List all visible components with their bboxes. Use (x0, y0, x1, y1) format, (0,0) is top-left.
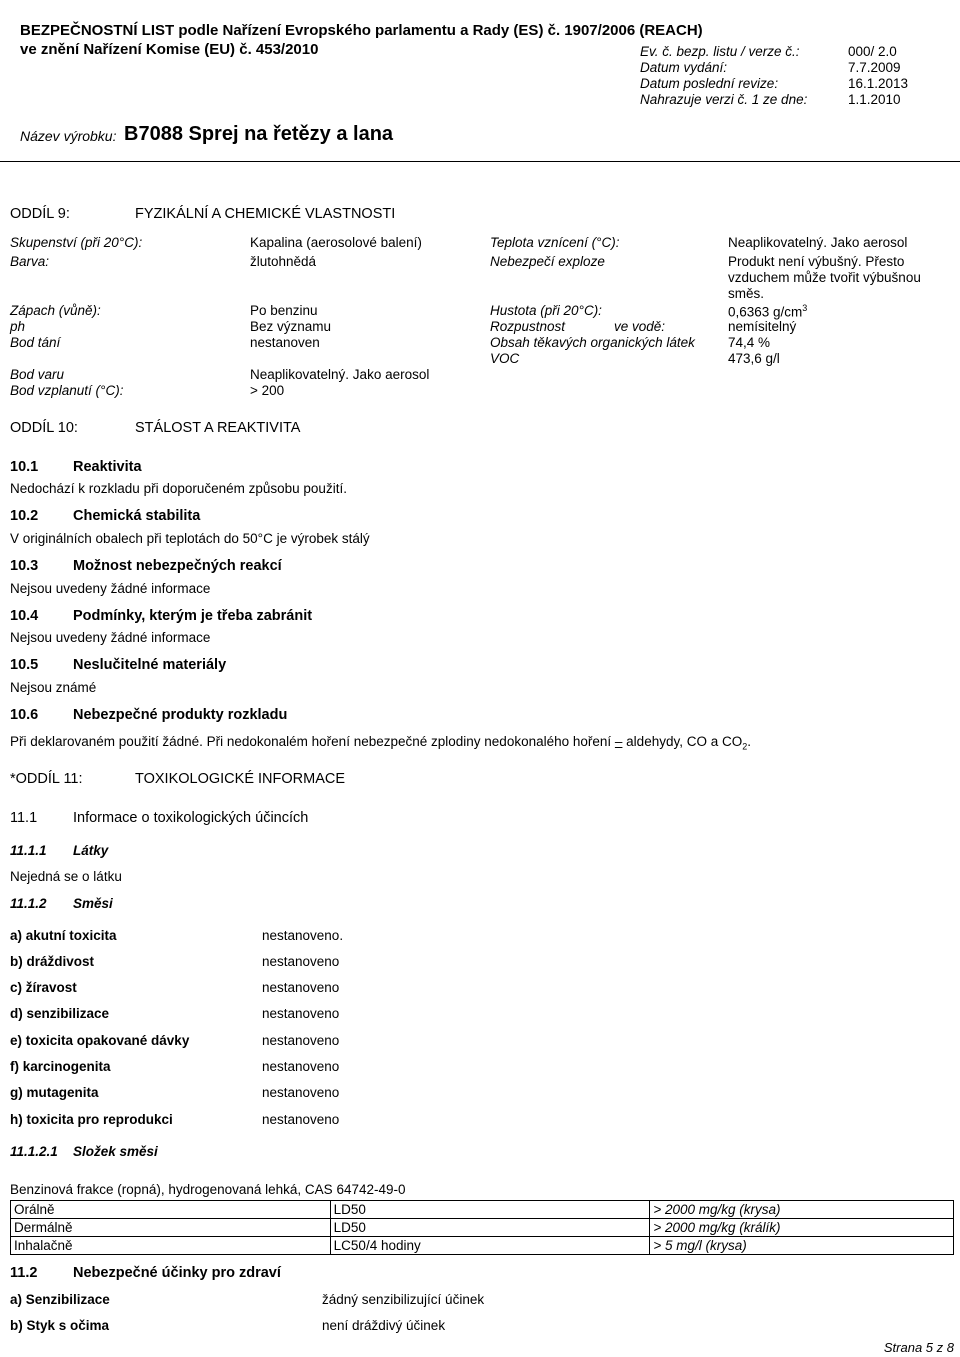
prop-value: vzduchem může tvořit výbušnou (728, 270, 921, 285)
co2-subscript: 2 (742, 741, 748, 752)
subsection-title: Informace o toxikologických účincích (73, 810, 309, 826)
table-cell: > 2000 mg/kg (krysa) (650, 1201, 954, 1219)
subsection-number: 10.6 (10, 707, 39, 723)
effect-value: nestanoveno (262, 954, 340, 969)
effect-value: nestanoveno (262, 1059, 340, 1074)
effect-label: a) akutní toxicita (10, 928, 117, 943)
prop-value: Po benzinu (250, 303, 318, 318)
subsection-title: Chemická stabilita (73, 508, 201, 524)
meta-label: Datum poslední revize: (640, 76, 779, 91)
latky-text: Nejedná se o látku (10, 869, 122, 884)
prop-label: Nebezpečí exploze (490, 254, 605, 269)
meta-value: 000/ 2.0 (848, 44, 897, 59)
table-cell: LD50 (330, 1201, 650, 1219)
subsection-title: Nebezpečné produkty rozkladu (73, 707, 288, 723)
section9-number: ODDÍL 9: (10, 206, 70, 222)
prop-value: Neaplikovatelný. Jako aerosol (250, 367, 430, 382)
decomposition-dash: – (614, 734, 623, 749)
table-cell: Inhalačně (11, 1237, 331, 1255)
health-label: a) Senzibilizace (10, 1292, 110, 1307)
prop-value: nestanoven (250, 335, 320, 350)
prop-value: Neaplikovatelný. Jako aerosol (728, 235, 908, 250)
decomposition-text-part2: aldehydy, CO a CO (622, 734, 743, 749)
page-number: Strana 5 z 8 (883, 1340, 954, 1355)
prop-label: Barva: (10, 254, 50, 269)
table-cell: > 5 mg/l (krysa) (650, 1237, 954, 1255)
subsubsection-title: Směsi (73, 896, 113, 911)
effect-label: h) toxicita pro reprodukci (10, 1112, 173, 1127)
subsection-title: Neslučitelné materiály (73, 657, 227, 673)
meta-value: 16.1.2013 (848, 76, 909, 91)
meta-label: Nahrazuje verzi č. 1 ze dne: (640, 92, 808, 107)
header-title-line1: BEZPEČNOSTNÍ LIST podle Nařízení Evropského parlamentu a Rady (ES) č. 1907/2006 (REACH) (20, 22, 703, 39)
subsection-number: 10.1 (10, 459, 39, 475)
effect-value: nestanoveno. (262, 928, 344, 943)
effect-value: nestanoveno (262, 1006, 340, 1021)
meta-value: 7.7.2009 (848, 60, 901, 75)
section10-number: ODDÍL 10: (10, 420, 78, 436)
subsubsection-number: 11.1.2 (10, 896, 47, 911)
section11-number: *ODDÍL 11: (10, 771, 83, 787)
subsection-number: 11.2 (10, 1265, 38, 1281)
health-value: není dráždivý účinek (322, 1318, 446, 1333)
table-row (11, 1237, 954, 1255)
prop-value: > 200 (250, 383, 285, 398)
product-name: B7088 Sprej na řetězy a lana (124, 123, 394, 145)
prop-label: Bod varu (10, 367, 65, 382)
prop-value: Produkt není výbušný. Přesto (728, 254, 905, 269)
prop-value: Bez významu (250, 319, 332, 334)
prop-value: žlutohnědá (250, 254, 317, 269)
effect-label: d) senzibilizace (10, 1006, 110, 1021)
product-label: Název výrobku: (20, 128, 117, 144)
table-row (11, 1219, 954, 1237)
prop-label: Obsah těkavých organických látek (490, 335, 695, 350)
effect-label: b) dráždivost (10, 954, 95, 969)
section11-title: TOXIKOLOGICKÉ INFORMACE (135, 771, 346, 787)
meta-label: Ev. č. bezp. listu / verze č.: (640, 44, 800, 59)
prop-value (728, 303, 807, 320)
effect-label: f) karcinogenita (10, 1059, 111, 1074)
effect-value: nestanoveno (262, 1085, 340, 1100)
meta-value: 1.1.2010 (848, 92, 901, 107)
subsubsection-number: 11.1.1 (10, 843, 47, 858)
table-cell: LD50 (330, 1219, 650, 1237)
prop-label: Rozpustnost (490, 319, 566, 334)
decomposition-text-part1: Při deklarovaném použití žádné. Při nedokonalém hoření nebezpečné zplodiny nedokonalého hoření (10, 734, 615, 749)
prop-label: Teplota vznícení (°C): (490, 235, 620, 250)
effect-label: g) mutagenita (10, 1085, 99, 1100)
subsection-text: V originálních obalech při teplotách do 50°C je výrobek stálý (10, 531, 370, 546)
subsection-number: 11.1 (10, 810, 38, 826)
table-row (11, 1201, 954, 1219)
subsection-title: Reaktivita (73, 459, 142, 475)
density-unit-exponent: 3 (802, 303, 808, 313)
decomposition-text-end: . (747, 734, 752, 749)
prop-value: směs. (728, 286, 765, 301)
subsection-text: Nedochází k rozkladu při doporučeném způsobu použití. (10, 481, 347, 496)
subsubsection-title: Látky (73, 843, 109, 858)
prop-label: VOC (490, 351, 520, 366)
prop-value: nemísitelný (728, 319, 797, 334)
effect-value: nestanoveno (262, 1112, 340, 1127)
meta-label: Datum vydání: (640, 60, 728, 75)
effect-value: nestanoveno (262, 980, 340, 995)
prop-label: ve vodě: (614, 319, 666, 334)
table-cell: LC50/4 hodiny (330, 1237, 650, 1255)
subsection-number: 10.5 (10, 657, 39, 673)
subsection-title: Nebezpečné účinky pro zdraví (73, 1265, 281, 1281)
health-value: žádný senzibilizující účinek (322, 1292, 485, 1307)
table-cell: Dermálně (11, 1219, 331, 1237)
density-value: 0,6363 g/cm (728, 304, 803, 320)
prop-value: 473,6 g/l (728, 351, 780, 366)
subsection-number: 10.2 (10, 508, 39, 524)
table-cell: > 2000 mg/kg (králík) (650, 1219, 954, 1237)
subsection-title: Podmínky, kterým je třeba zabránit (73, 608, 313, 624)
prop-label: Hustota (při 20°C): (490, 303, 602, 318)
component-name: Benzinová frakce (ropná), hydrogenovaná lehká, CAS 64742-49-0 (10, 1182, 406, 1197)
prop-label: Bod vzplanutí (°C): (10, 383, 124, 398)
health-label: b) Styk s očima (10, 1318, 110, 1333)
subsection-text: Nejsou známé (10, 680, 97, 695)
section9-title: FYZIKÁLNÍ A CHEMICKÉ VLASTNOSTI (135, 206, 396, 222)
decomposition-text (10, 734, 751, 752)
prop-label: Zápach (vůně): (10, 303, 101, 318)
effect-value: nestanoveno (262, 1033, 340, 1048)
subsection-text: Nejsou uvedeny žádné informace (10, 581, 211, 596)
table-cell: Orálně (11, 1201, 331, 1219)
section10-title: STÁLOST A REAKTIVITA (135, 420, 301, 436)
header-divider (0, 161, 960, 162)
subsection-number: 10.4 (10, 608, 39, 624)
subsection-text: Nejsou uvedeny žádné informace (10, 630, 211, 645)
subsection-number: 10.3 (10, 558, 39, 574)
prop-label: Bod tání (10, 335, 61, 350)
prop-label: Skupenství (při 20°C): (10, 235, 143, 250)
subsubsection-title: Složek směsi (73, 1144, 158, 1159)
subsubsection-number: 11.1.2.1 (10, 1144, 58, 1159)
prop-value: 74,4 % (728, 335, 771, 350)
toxicity-table (10, 1200, 954, 1255)
effect-label: e) toxicita opakované dávky (10, 1033, 190, 1048)
effect-label: c) žíravost (10, 980, 77, 995)
header-title-line2: ve znění Nařízení Komise (EU) č. 453/2010 (20, 41, 319, 58)
prop-label: ph (10, 319, 26, 334)
subsection-title: Možnost nebezpečných reakcí (73, 558, 282, 574)
prop-value: Kapalina (aerosolové balení) (250, 235, 422, 250)
